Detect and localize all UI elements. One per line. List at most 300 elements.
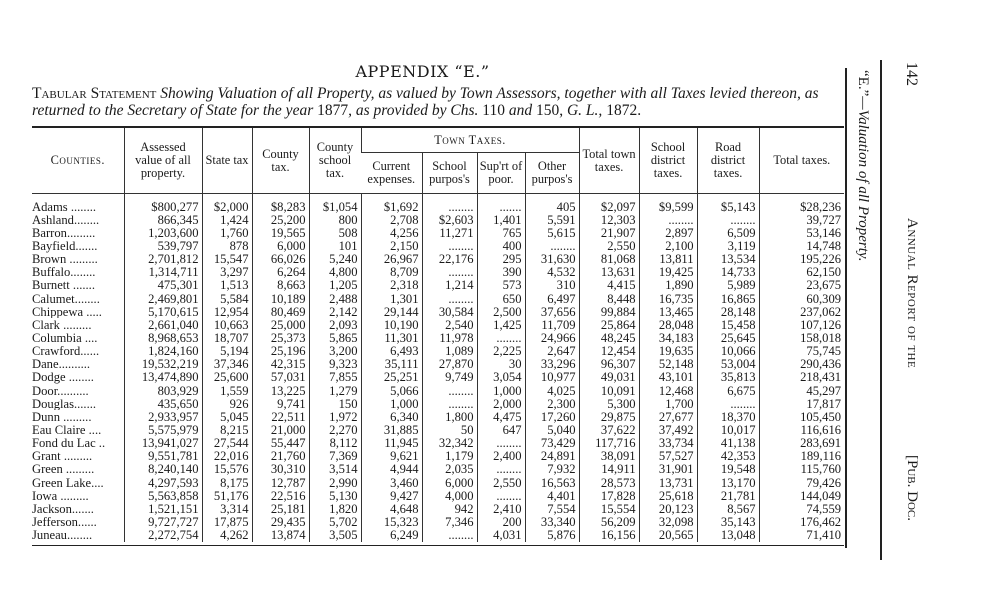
cell-road-district-taxes: 10,066 bbox=[697, 345, 759, 358]
cell-county-school-tax: $1,054 bbox=[309, 194, 361, 214]
table-row bbox=[32, 410, 844, 423]
cell-school-district-taxes: 31,901 bbox=[639, 463, 697, 476]
col-road-district-taxes: Road district taxes. bbox=[697, 128, 759, 194]
cell-county-school-tax: 1,205 bbox=[309, 279, 361, 292]
cell-total-town-taxes: 12,454 bbox=[579, 345, 639, 358]
cell-other-purposes: 11,709 bbox=[525, 318, 579, 331]
cell-other-purposes: 73,429 bbox=[525, 437, 579, 450]
cell-assessed-value: 2,661,040 bbox=[124, 318, 202, 331]
cell-school-purposes: 1,089 bbox=[422, 345, 477, 358]
cell-county: Door.......... bbox=[32, 383, 89, 398]
cell-assessed-value: 1,203,600 bbox=[124, 226, 202, 239]
appendix-heading: APPENDIX “E.” bbox=[355, 62, 490, 81]
cell-school-purposes: ........ bbox=[422, 292, 477, 305]
cell-county-tax: 6,264 bbox=[252, 266, 309, 279]
cell-support-of-poor: ........ bbox=[477, 437, 525, 450]
cell-road-district-taxes: 10,017 bbox=[697, 423, 759, 436]
page-number: 142 bbox=[903, 62, 920, 86]
cell-total-town-taxes: 56,209 bbox=[579, 515, 639, 528]
cell-current-expenses: 9,621 bbox=[361, 450, 422, 463]
cell-support-of-poor: 1,425 bbox=[477, 318, 525, 331]
cell-other-purposes: 4,532 bbox=[525, 266, 579, 279]
cell-support-of-poor: 2,400 bbox=[477, 450, 525, 463]
cell-road-district-taxes: 41,138 bbox=[697, 437, 759, 450]
cell-support-of-poor: ........ bbox=[477, 331, 525, 344]
cell-school-purposes: 27,870 bbox=[422, 358, 477, 371]
cell-school-purposes: ........ bbox=[422, 266, 477, 279]
cell-county: Green Lake.... bbox=[32, 475, 104, 490]
cell-assessed-value: 8,968,653 bbox=[124, 331, 202, 344]
cell-road-district-taxes: 13,534 bbox=[697, 253, 759, 266]
cell-school-district-taxes: 2,897 bbox=[639, 226, 697, 239]
cell-assessed-value: 1,824,160 bbox=[124, 345, 202, 358]
table-row bbox=[32, 450, 844, 463]
table-row bbox=[32, 266, 844, 279]
cell-road-district-taxes: 42,353 bbox=[697, 450, 759, 463]
cell-total-town-taxes: 13,631 bbox=[579, 266, 639, 279]
table-row bbox=[32, 476, 844, 489]
cell-other-purposes: 2,647 bbox=[525, 345, 579, 358]
cell-county-school-tax: 5,865 bbox=[309, 331, 361, 344]
caption-year: 1877 bbox=[317, 102, 349, 119]
cell-county-school-tax: 7,855 bbox=[309, 371, 361, 384]
cell-current-expenses: 35,111 bbox=[361, 358, 422, 371]
cell-county-tax: 19,565 bbox=[252, 226, 309, 239]
cell-county: Dane.......... bbox=[32, 357, 91, 371]
cell-road-district-taxes: $5,143 bbox=[697, 194, 759, 214]
cell-school-purposes: 50 bbox=[422, 423, 477, 436]
cell-school-district-taxes: 20,565 bbox=[639, 529, 697, 542]
cell-other-purposes: 17,260 bbox=[525, 410, 579, 423]
cell-total-town-taxes: 14,911 bbox=[579, 463, 639, 476]
cell-total-town-taxes: 96,307 bbox=[579, 358, 639, 371]
cell-county-tax: 8,663 bbox=[252, 279, 309, 292]
cell-assessed-value: 5,170,615 bbox=[124, 305, 202, 318]
table-row bbox=[32, 345, 844, 358]
cell-support-of-poor: 295 bbox=[477, 253, 525, 266]
cell-county: Jefferson...... bbox=[32, 515, 97, 529]
cell-support-of-poor: 2,550 bbox=[477, 476, 525, 489]
cell-road-district-taxes: 21,781 bbox=[697, 489, 759, 502]
cell-total-town-taxes: 48,245 bbox=[579, 331, 639, 344]
cell-road-district-taxes: 35,143 bbox=[697, 515, 759, 528]
cell-current-expenses: 25,251 bbox=[361, 371, 422, 384]
cell-total-taxes: 189,116 bbox=[759, 450, 844, 463]
cell-county-school-tax: 3,200 bbox=[309, 345, 361, 358]
cell-state-tax: 15,547 bbox=[202, 253, 252, 266]
col-counties: Counties. bbox=[32, 128, 124, 194]
table-row bbox=[32, 358, 844, 371]
cell-school-purposes: $2,603 bbox=[422, 213, 477, 226]
cell-state-tax: 22,016 bbox=[202, 450, 252, 463]
cell-total-town-taxes: 29,875 bbox=[579, 410, 639, 423]
cell-school-district-taxes: 37,492 bbox=[639, 423, 697, 436]
cell-county-school-tax: 9,323 bbox=[309, 358, 361, 371]
cell-school-purposes: ........ bbox=[422, 529, 477, 542]
cell-school-district-taxes: 28,048 bbox=[639, 318, 697, 331]
cell-total-taxes: 75,745 bbox=[759, 345, 844, 358]
cell-other-purposes: 4,025 bbox=[525, 384, 579, 397]
cell-support-of-poor: 765 bbox=[477, 226, 525, 239]
cell-state-tax: 37,346 bbox=[202, 358, 252, 371]
cell-school-district-taxes: 52,148 bbox=[639, 358, 697, 371]
cell-county-tax: 13,874 bbox=[252, 529, 309, 542]
cell-support-of-poor: 650 bbox=[477, 292, 525, 305]
cell-total-taxes: 176,462 bbox=[759, 515, 844, 528]
cell-other-purposes: 31,630 bbox=[525, 253, 579, 266]
cell-current-expenses: 3,460 bbox=[361, 476, 422, 489]
cell-total-taxes: 116,616 bbox=[759, 423, 844, 436]
cell-county-school-tax: 2,093 bbox=[309, 318, 361, 331]
cell-support-of-poor: 390 bbox=[477, 266, 525, 279]
cell-current-expenses: 10,190 bbox=[361, 318, 422, 331]
cell-school-district-taxes: 2,100 bbox=[639, 239, 697, 252]
cell-current-expenses: 6,340 bbox=[361, 410, 422, 423]
cell-county-school-tax: 101 bbox=[309, 239, 361, 252]
cell-assessed-value: 9,727,727 bbox=[124, 515, 202, 528]
cell-state-tax: 3,314 bbox=[202, 502, 252, 515]
col-school-district-taxes: School district taxes. bbox=[639, 128, 697, 194]
col-support-of-poor: Sup'rt of poor. bbox=[477, 153, 525, 194]
cell-total-town-taxes: 2,550 bbox=[579, 239, 639, 252]
cell-total-town-taxes: $2,097 bbox=[579, 194, 639, 214]
cell-total-taxes: 39,727 bbox=[759, 213, 844, 226]
cell-county-tax: 25,000 bbox=[252, 318, 309, 331]
cell-other-purposes: 7,554 bbox=[525, 502, 579, 515]
cell-assessed-value: 9,551,781 bbox=[124, 450, 202, 463]
cell-other-purposes: 37,656 bbox=[525, 305, 579, 318]
cell-road-district-taxes: 25,645 bbox=[697, 331, 759, 344]
cell-county: Barron......... bbox=[32, 226, 96, 240]
cell-school-purposes: 2,540 bbox=[422, 318, 477, 331]
cell-total-town-taxes: 17,828 bbox=[579, 489, 639, 502]
cell-total-taxes: 14,748 bbox=[759, 239, 844, 252]
cell-road-district-taxes: 6,675 bbox=[697, 384, 759, 397]
cell-school-district-taxes: 32,098 bbox=[639, 515, 697, 528]
cell-county: Adams ........ bbox=[32, 199, 97, 214]
table-row bbox=[32, 318, 844, 331]
cell-county-tax: $8,283 bbox=[252, 194, 309, 214]
cell-other-purposes: 5,615 bbox=[525, 226, 579, 239]
table-row bbox=[32, 213, 844, 226]
cell-county-tax: 30,310 bbox=[252, 463, 309, 476]
cell-total-town-taxes: 25,864 bbox=[579, 318, 639, 331]
cell-state-tax: 1,513 bbox=[202, 279, 252, 292]
cell-current-expenses: 1,000 bbox=[361, 397, 422, 410]
cell-county: Dodge ........ bbox=[32, 370, 94, 384]
cell-county: Ashland........ bbox=[32, 213, 100, 227]
cell-road-district-taxes: 8,567 bbox=[697, 502, 759, 515]
cell-county-tax: 9,741 bbox=[252, 397, 309, 410]
cell-current-expenses: 11,301 bbox=[361, 331, 422, 344]
cell-school-district-taxes: 20,123 bbox=[639, 502, 697, 515]
cell-county-tax: 22,516 bbox=[252, 489, 309, 502]
cell-total-taxes: 218,431 bbox=[759, 371, 844, 384]
cell-total-town-taxes: 37,622 bbox=[579, 423, 639, 436]
cell-county: Douglas....... bbox=[32, 397, 97, 411]
cell-school-district-taxes: 12,468 bbox=[639, 384, 697, 397]
cell-county-tax: 25,181 bbox=[252, 502, 309, 515]
cell-total-taxes: 74,559 bbox=[759, 502, 844, 515]
cell-county-school-tax: 150 bbox=[309, 397, 361, 410]
cell-current-expenses: 15,323 bbox=[361, 515, 422, 528]
cell-school-purposes: 1,214 bbox=[422, 279, 477, 292]
cell-other-purposes: 24,891 bbox=[525, 450, 579, 463]
cell-assessed-value: 2,701,812 bbox=[124, 253, 202, 266]
cell-county-school-tax: 5,702 bbox=[309, 515, 361, 528]
cell-total-town-taxes: 5,300 bbox=[579, 397, 639, 410]
cell-road-district-taxes: 15,458 bbox=[697, 318, 759, 331]
cell-county-school-tax: 5,240 bbox=[309, 253, 361, 266]
table-row bbox=[32, 305, 844, 318]
cell-other-purposes: 10,977 bbox=[525, 371, 579, 384]
cell-school-purposes: 6,000 bbox=[422, 476, 477, 489]
running-head: Annual Report of the bbox=[904, 218, 920, 369]
cell-current-expenses: 2,318 bbox=[361, 279, 422, 292]
cell-road-district-taxes: ........ bbox=[697, 397, 759, 410]
cell-road-district-taxes: 13,048 bbox=[697, 529, 759, 542]
cell-county-tax: 13,225 bbox=[252, 384, 309, 397]
cell-assessed-value: $800,277 bbox=[124, 194, 202, 214]
cell-county: Jackson....... bbox=[32, 502, 94, 516]
cell-county: Grant ......... bbox=[32, 449, 93, 463]
cell-assessed-value: 8,240,140 bbox=[124, 463, 202, 476]
cell-school-district-taxes: $9,599 bbox=[639, 194, 697, 214]
cell-other-purposes: 4,401 bbox=[525, 489, 579, 502]
cell-road-district-taxes: ........ bbox=[697, 213, 759, 226]
cell-total-town-taxes: 15,554 bbox=[579, 502, 639, 515]
col-county-school-tax: County school tax. bbox=[309, 128, 361, 194]
cell-other-purposes: 2,300 bbox=[525, 397, 579, 410]
cell-county-school-tax: 2,270 bbox=[309, 423, 361, 436]
cell-state-tax: 8,215 bbox=[202, 423, 252, 436]
cell-school-district-taxes: 33,734 bbox=[639, 437, 697, 450]
cell-state-tax: 1,559 bbox=[202, 384, 252, 397]
cell-school-purposes: 22,176 bbox=[422, 253, 477, 266]
cell-school-purposes: 1,800 bbox=[422, 410, 477, 423]
cell-county-school-tax: 1,972 bbox=[309, 410, 361, 423]
cell-county-tax: 66,026 bbox=[252, 253, 309, 266]
cell-county-tax: 80,469 bbox=[252, 305, 309, 318]
cell-school-district-taxes: 25,618 bbox=[639, 489, 697, 502]
caption-text-2: , as provided by Chs. bbox=[348, 102, 479, 119]
cell-state-tax: 5,045 bbox=[202, 410, 252, 423]
cell-support-of-poor: 1,000 bbox=[477, 384, 525, 397]
cell-other-purposes: 24,966 bbox=[525, 331, 579, 344]
cell-other-purposes: 5,591 bbox=[525, 213, 579, 226]
cell-total-town-taxes: 49,031 bbox=[579, 371, 639, 384]
cell-total-taxes: 17,817 bbox=[759, 397, 844, 410]
col-total-taxes: Total taxes. bbox=[759, 128, 844, 194]
cell-county: Iowa ......... bbox=[32, 489, 89, 503]
col-school-purposes: School purpos's bbox=[422, 153, 477, 194]
cell-total-taxes: 79,426 bbox=[759, 476, 844, 489]
cell-county-tax: 25,196 bbox=[252, 345, 309, 358]
cell-other-purposes: 5,876 bbox=[525, 529, 579, 542]
side-title-text: —Valuation of all Property. bbox=[855, 96, 871, 262]
cell-county-school-tax: 2,990 bbox=[309, 476, 361, 489]
cell-state-tax: 17,875 bbox=[202, 515, 252, 528]
cell-school-purposes: 11,978 bbox=[422, 331, 477, 344]
table-row bbox=[32, 194, 844, 214]
cell-total-town-taxes: 99,884 bbox=[579, 305, 639, 318]
cell-state-tax: 18,707 bbox=[202, 331, 252, 344]
cell-support-of-poor: ........ bbox=[477, 489, 525, 502]
cell-state-tax: 10,663 bbox=[202, 318, 252, 331]
cell-school-district-taxes: 1,890 bbox=[639, 279, 697, 292]
cell-county: Green ......... bbox=[32, 462, 95, 476]
cell-county-school-tax: 800 bbox=[309, 213, 361, 226]
cell-county-school-tax: 1,279 bbox=[309, 384, 361, 397]
cell-support-of-poor: 2,000 bbox=[477, 397, 525, 410]
cell-assessed-value: 13,474,890 bbox=[124, 371, 202, 384]
cell-school-purposes: 942 bbox=[422, 502, 477, 515]
col-current-expenses: Current expenses. bbox=[361, 153, 422, 194]
cell-school-purposes: ........ bbox=[422, 397, 477, 410]
cell-county-school-tax: 8,112 bbox=[309, 437, 361, 450]
cell-county: Buffalo........ bbox=[32, 265, 96, 279]
cell-road-district-taxes: 3,119 bbox=[697, 239, 759, 252]
cell-school-purposes: 1,179 bbox=[422, 450, 477, 463]
table-row bbox=[32, 384, 844, 397]
cell-assessed-value: 2,469,801 bbox=[124, 292, 202, 305]
cell-support-of-poor: 200 bbox=[477, 515, 525, 528]
cell-school-purposes: ........ bbox=[422, 194, 477, 214]
cell-other-purposes: 310 bbox=[525, 279, 579, 292]
cell-road-district-taxes: 6,509 bbox=[697, 226, 759, 239]
table-row bbox=[32, 239, 844, 252]
col-total-town-taxes: Total town taxes. bbox=[579, 128, 639, 194]
cell-road-district-taxes: 35,813 bbox=[697, 371, 759, 384]
cell-current-expenses: 4,648 bbox=[361, 502, 422, 515]
cell-current-expenses: 11,945 bbox=[361, 437, 422, 450]
cell-county-school-tax: 2,142 bbox=[309, 305, 361, 318]
cell-road-district-taxes: 5,989 bbox=[697, 279, 759, 292]
cell-total-taxes: 60,309 bbox=[759, 292, 844, 305]
col-assessed-value: Assessed value of all property. bbox=[124, 128, 202, 194]
cell-support-of-poor: 573 bbox=[477, 279, 525, 292]
table-row bbox=[32, 279, 844, 292]
cell-current-expenses: $1,692 bbox=[361, 194, 422, 214]
cell-total-town-taxes: 12,303 bbox=[579, 213, 639, 226]
cell-county-tax: 12,787 bbox=[252, 476, 309, 489]
table-body bbox=[32, 194, 844, 542]
cell-current-expenses: 2,708 bbox=[361, 213, 422, 226]
cell-total-taxes: 62,150 bbox=[759, 266, 844, 279]
cell-school-district-taxes: 13,811 bbox=[639, 253, 697, 266]
cell-state-tax: 15,576 bbox=[202, 463, 252, 476]
cell-school-district-taxes: 13,731 bbox=[639, 476, 697, 489]
cell-school-district-taxes: ........ bbox=[639, 213, 697, 226]
col-group-town-taxes: Town Taxes. bbox=[361, 128, 579, 153]
cell-state-tax: 878 bbox=[202, 239, 252, 252]
cell-assessed-value: 2,272,754 bbox=[124, 529, 202, 542]
cell-school-district-taxes: 19,425 bbox=[639, 266, 697, 279]
table-row bbox=[32, 371, 844, 384]
side-title-quote: “E.” bbox=[855, 70, 871, 97]
cell-total-taxes: 107,126 bbox=[759, 318, 844, 331]
cell-total-town-taxes: 10,091 bbox=[579, 384, 639, 397]
caption-chapters: 110 bbox=[482, 102, 505, 119]
cell-support-of-poor: 3,054 bbox=[477, 371, 525, 384]
cell-current-expenses: 4,256 bbox=[361, 226, 422, 239]
cell-current-expenses: 4,944 bbox=[361, 463, 422, 476]
cell-other-purposes: ........ bbox=[525, 239, 579, 252]
cell-state-tax: 8,175 bbox=[202, 476, 252, 489]
table-row bbox=[32, 292, 844, 305]
caption-lead: Tabular Statement bbox=[32, 85, 157, 102]
valuation-table bbox=[32, 128, 844, 542]
cell-total-town-taxes: 21,907 bbox=[579, 226, 639, 239]
cell-current-expenses: 8,709 bbox=[361, 266, 422, 279]
cell-total-taxes: 290,436 bbox=[759, 358, 844, 371]
table-row bbox=[32, 489, 844, 502]
col-other-purposes: Other purpos's bbox=[525, 153, 579, 194]
caption-chapter-2: 150, bbox=[535, 102, 564, 119]
cell-current-expenses: 5,066 bbox=[361, 384, 422, 397]
cell-total-town-taxes: 4,415 bbox=[579, 279, 639, 292]
cell-state-tax: 1,760 bbox=[202, 226, 252, 239]
table-row bbox=[32, 515, 844, 528]
cell-other-purposes: 33,340 bbox=[525, 515, 579, 528]
cell-other-purposes: 16,563 bbox=[525, 476, 579, 489]
cell-county: Clark ......... bbox=[32, 318, 92, 332]
table-row bbox=[32, 437, 844, 450]
cell-support-of-poor: 30 bbox=[477, 358, 525, 371]
cell-state-tax: 4,262 bbox=[202, 529, 252, 542]
cell-school-district-taxes: 57,527 bbox=[639, 450, 697, 463]
cell-county: Juneau........ bbox=[32, 528, 93, 542]
cell-assessed-value: 5,575,979 bbox=[124, 423, 202, 436]
col-state-tax: State tax bbox=[202, 128, 252, 194]
cell-support-of-poor: 2,500 bbox=[477, 305, 525, 318]
cell-assessed-value: 1,521,151 bbox=[124, 502, 202, 515]
cell-county-school-tax: 4,800 bbox=[309, 266, 361, 279]
cell-school-purposes: 2,035 bbox=[422, 463, 477, 476]
cell-current-expenses: 29,144 bbox=[361, 305, 422, 318]
cell-total-taxes: 283,691 bbox=[759, 437, 844, 450]
caption-year-2: 1872. bbox=[606, 102, 642, 119]
cell-current-expenses: 31,885 bbox=[361, 423, 422, 436]
cell-county: Brown ......... bbox=[32, 252, 98, 266]
cell-county-tax: 21,000 bbox=[252, 423, 309, 436]
cell-road-district-taxes: 14,733 bbox=[697, 266, 759, 279]
cell-road-district-taxes: 28,148 bbox=[697, 305, 759, 318]
table-row bbox=[32, 529, 844, 542]
cell-school-purposes: 4,000 bbox=[422, 489, 477, 502]
cell-support-of-poor: 2,410 bbox=[477, 502, 525, 515]
cell-total-taxes: 195,226 bbox=[759, 253, 844, 266]
cell-county-school-tax: 7,369 bbox=[309, 450, 361, 463]
cell-other-purposes: 5,040 bbox=[525, 423, 579, 436]
cell-support-of-poor: 400 bbox=[477, 239, 525, 252]
cell-county: Calumet........ bbox=[32, 291, 100, 306]
cell-support-of-poor: ........ bbox=[477, 463, 525, 476]
cell-assessed-value: 5,563,858 bbox=[124, 489, 202, 502]
cell-county-tax: 25,373 bbox=[252, 331, 309, 344]
cell-school-purposes: 30,584 bbox=[422, 305, 477, 318]
cell-county-tax: 21,760 bbox=[252, 450, 309, 463]
cell-support-of-poor: ....... bbox=[477, 194, 525, 214]
cell-assessed-value: 4,297,593 bbox=[124, 476, 202, 489]
cell-school-district-taxes: 34,183 bbox=[639, 331, 697, 344]
cell-state-tax: 51,176 bbox=[202, 489, 252, 502]
cell-current-expenses: 2,150 bbox=[361, 239, 422, 252]
cell-school-purposes: ........ bbox=[422, 384, 477, 397]
cell-road-district-taxes: 53,004 bbox=[697, 358, 759, 371]
cell-current-expenses: 6,249 bbox=[361, 529, 422, 542]
cell-county: Columbia .... bbox=[32, 331, 98, 345]
